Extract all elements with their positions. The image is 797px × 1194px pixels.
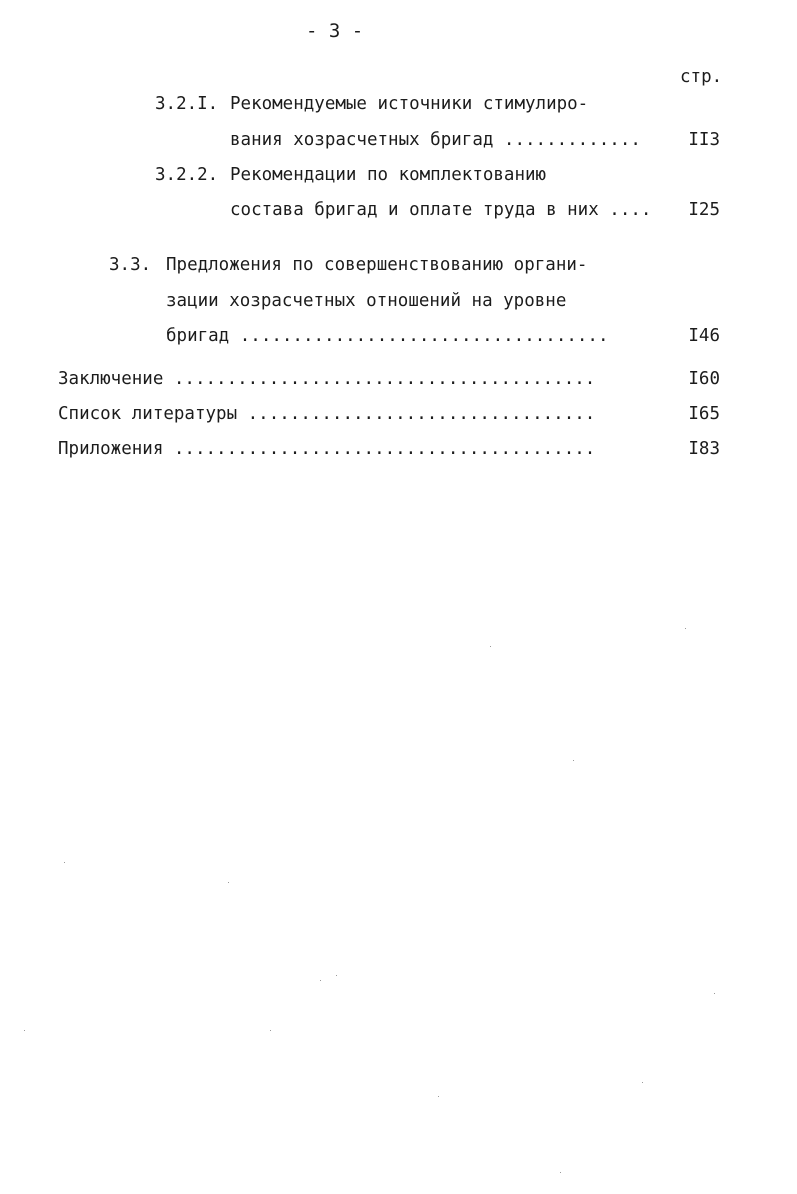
toc-entry-number: 3.2.I. <box>155 94 219 114</box>
toc-entry-page: II3 <box>688 130 720 150</box>
scan-speck <box>336 975 337 976</box>
scan-speck <box>438 1096 439 1097</box>
scan-speck <box>573 760 574 761</box>
toc-entry-title-line: вания хозрасчетных бригад ............. <box>230 130 641 150</box>
scan-speck <box>642 1082 643 1083</box>
toc-entry-page: I60 <box>688 369 720 389</box>
toc-entry-title-line: Предложения по совершенствованию органи- <box>166 255 588 275</box>
toc-entry-page: I83 <box>688 439 720 459</box>
toc-entry-title-line: Приложения ........................................ <box>58 439 596 459</box>
toc-entry-title-line: Список литературы ................................. <box>58 404 596 424</box>
toc-entry-title-line: Рекомендации по комплектованию <box>230 165 547 185</box>
toc-entry-page: I65 <box>688 404 720 424</box>
toc-entry-number: 3.2.2. <box>155 165 219 185</box>
scan-speck <box>270 1030 271 1031</box>
scan-speck <box>320 980 321 981</box>
toc-entry-number: 3.3. <box>109 255 152 275</box>
page-label: стр. <box>680 67 723 87</box>
toc-entry-page: I25 <box>688 200 720 220</box>
scan-speck <box>24 1030 25 1031</box>
toc-entry-page: I46 <box>688 326 720 346</box>
scan-speck <box>685 628 686 629</box>
page-number: - 3 - <box>306 20 364 42</box>
toc-entry-title-line: зации хозрасчетных отношений на уровне <box>166 291 567 311</box>
scan-speck <box>714 993 715 994</box>
toc-entry-title-line: Рекомендуемые источники стимулиро- <box>230 94 589 114</box>
scan-speck <box>228 882 229 883</box>
toc-entry-title-line: Заключение ........................................ <box>58 369 596 389</box>
scan-speck <box>560 1172 561 1173</box>
scan-speck <box>490 646 491 647</box>
scan-speck <box>64 862 65 863</box>
toc-entry-title-line: состава бригад и оплате труда в них .... <box>230 200 652 220</box>
toc-entry-title-line: бригад ................................... <box>166 326 609 346</box>
